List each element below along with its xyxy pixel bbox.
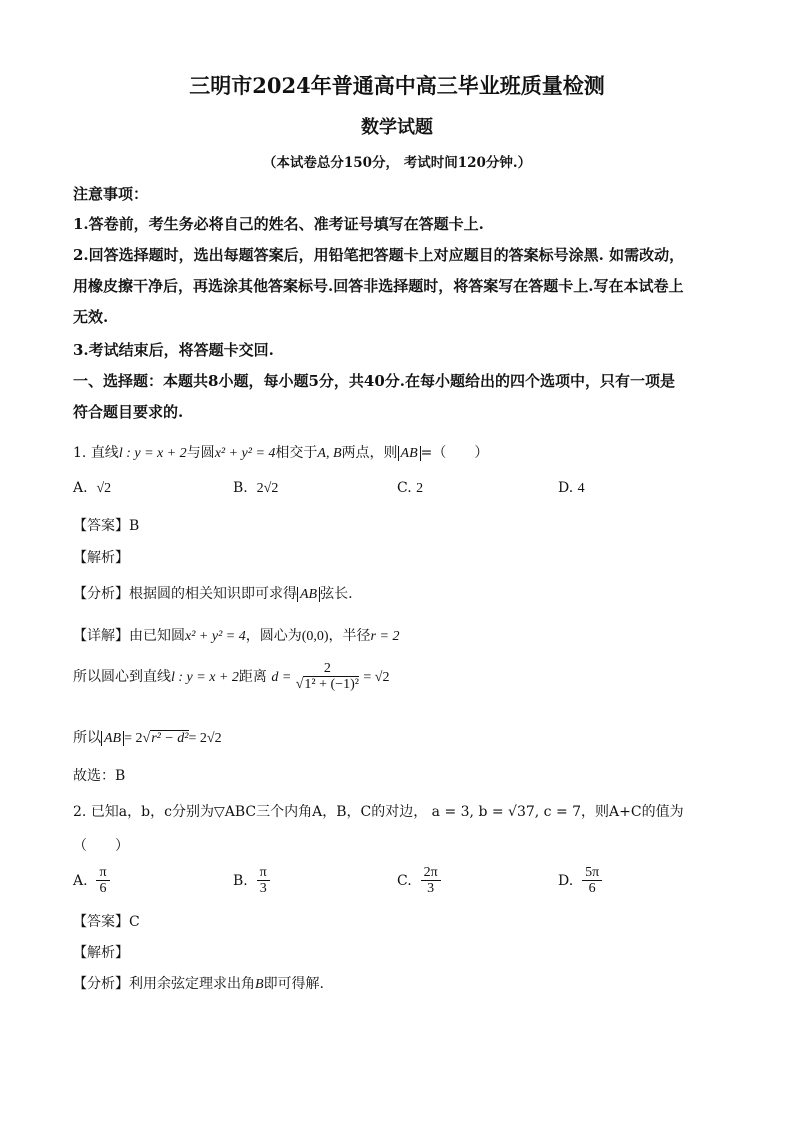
chord-length-line: 所以 AB = 2√r² − d²= 2√2 (73, 730, 222, 746)
q2-option-c: C. $\frac{2\pi}{3}$ (397, 865, 441, 897)
notice-item-3: 3.考试结束后，将答题卡交回. (73, 341, 274, 359)
analysis-heading-2: 【解析】 (73, 945, 129, 961)
notice-heading: 注意事项： (73, 185, 149, 203)
option-a: A. √2 (73, 480, 112, 496)
option-b: B. 2√2 (233, 480, 279, 496)
exam-note: （本试卷总分150分， 考试时间120分钟.） (262, 155, 532, 171)
analysis-heading-1: 【解析】 (73, 550, 129, 566)
detail-1: 【详解】由已知圆x² + y² = 4，圆心为(0,0)，半径r = 2 (73, 628, 400, 644)
q2-option-b: B. $\frac{\pi}{3}$ (233, 865, 270, 897)
distance-fraction: $\frac{2}{\text{√1² + (−1)²}}$ (295, 661, 359, 693)
option-d: D. 4 (558, 480, 585, 496)
question-2-stem-line-1: 2. 已知a，b，c分别为▽ABC三个内角A，B，C的对边， a = 3, b = √37, c = 7，则A+C的值为 (73, 804, 684, 820)
question-1-stem: 1. 直线l : y = x + 2与圆x² + y² = 4相交于A, B两点，则 AB =（ ） (73, 445, 489, 461)
section-heading-line-2: 符合题目要求的. (73, 403, 184, 421)
question-number: 1. (73, 445, 87, 461)
answer-1: 【答案】B (73, 518, 140, 534)
question-number: 2. (73, 804, 87, 820)
q2-option-d: D. $\frac{5\pi}{6}$ (558, 865, 602, 897)
distance-line: 所以圆心到直线l : y = x + 2距离 d = $\frac{2}{\text{√1² + (−1)²}}$ = √2 (73, 661, 390, 693)
answer-2: 【答案】C (73, 914, 140, 930)
q2-option-a: A. $\frac{\pi}{6}$ (73, 865, 110, 897)
choice-1: 故选：B (73, 768, 126, 784)
notice-item-2-line-1: 2.回答选择题时，选出每题答案后，用铅笔把答题卡上对应题目的答案标号涂黑. 如需改动， (73, 246, 685, 264)
exam-title: 三明市2024年普通高中高三毕业班质量检测 (189, 73, 605, 98)
notice-item-2-line-2: 用橡皮擦干净后，再选涂其他答案标号.回答非选择题时，将答案写在答题卡上.写在本试卷上 (73, 277, 684, 295)
fenxi-1: 【分析】根据圆的相关知识即可求得 AB 弦长. (73, 586, 353, 602)
option-c: C. 2 (397, 480, 424, 496)
notice-item-1: 1.答卷前，考生务必将自己的姓名、准考证号填写在答题卡上. (73, 215, 484, 233)
question-2-stem-line-2: （ ） (73, 838, 129, 854)
notice-item-2-line-3: 无效. (73, 308, 109, 326)
fenxi-2: 【分析】利用余弦定理求出角B即可得解. (73, 976, 325, 992)
subject-title: 数学试题 (361, 117, 433, 138)
section-heading-line-1: 一、选择题：本题共8小题，每小题5分，共40分.在每小题给出的四个选项中，只有一项是 (73, 372, 675, 390)
